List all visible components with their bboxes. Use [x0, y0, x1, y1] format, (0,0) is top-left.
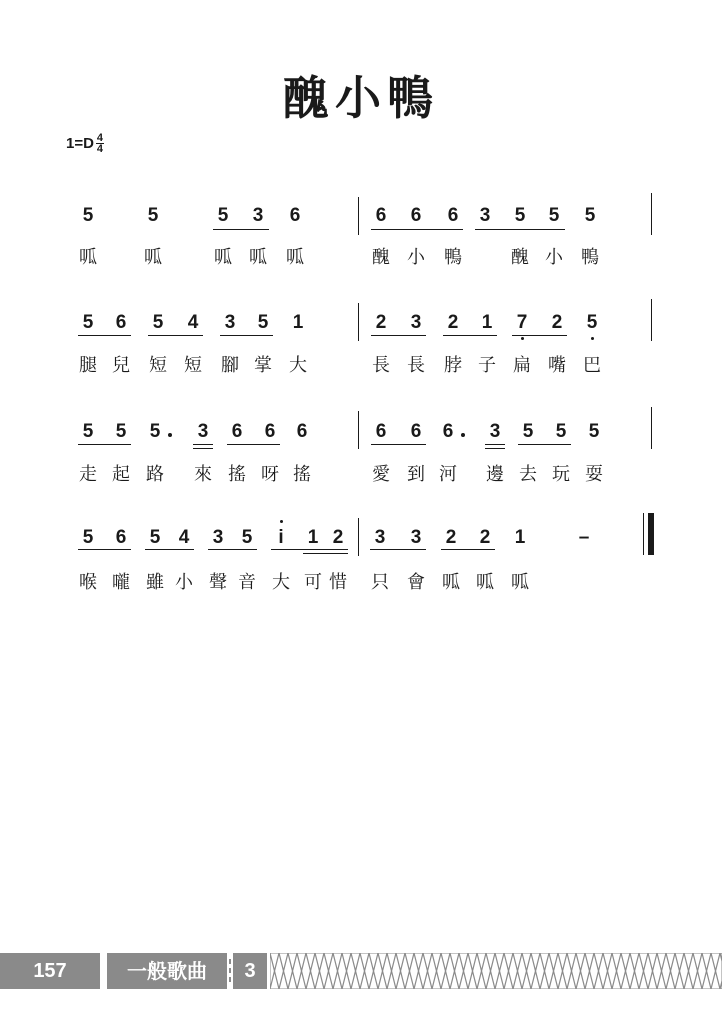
lyric: 音 — [238, 572, 256, 593]
lyric: 呱 — [511, 572, 529, 593]
note: 3 — [197, 421, 209, 442]
note: 6 — [447, 205, 459, 226]
note: 2 — [375, 312, 387, 333]
key-label: 1=D — [66, 135, 94, 152]
underline — [371, 335, 426, 336]
page-footer — [0, 953, 722, 989]
underline — [271, 549, 348, 550]
lyric: 巴 — [583, 355, 601, 376]
lyric: 大 — [272, 572, 290, 593]
note: 6 — [375, 205, 387, 226]
note: 6 — [410, 421, 422, 442]
underline — [303, 553, 348, 554]
lyric: 到 — [407, 464, 425, 485]
note: 4 — [178, 527, 190, 548]
note: 1 — [307, 527, 319, 548]
note: 5 — [149, 421, 161, 442]
note: 5 — [588, 421, 600, 442]
lyric: 大 — [289, 355, 307, 376]
category-label: 一般歌曲 — [107, 953, 227, 989]
lyric: 醜 — [372, 247, 390, 268]
note: 6 — [410, 205, 422, 226]
note: 3 — [252, 205, 264, 226]
note: 6 — [442, 421, 454, 442]
underline — [78, 444, 131, 445]
high-octave-dot — [280, 520, 283, 523]
note: 7 — [516, 312, 528, 333]
lyric: 小 — [407, 247, 425, 268]
lyric: 嘴 — [548, 355, 566, 376]
underline — [78, 549, 131, 550]
barline — [651, 407, 652, 449]
lyric: 嚨 — [112, 572, 130, 593]
underline — [145, 549, 194, 550]
lyric: 脖 — [444, 355, 462, 376]
note: 2 — [447, 312, 459, 333]
time-top: 4 — [96, 132, 103, 144]
note: 5 — [584, 205, 596, 226]
lyric: 來 — [194, 464, 212, 485]
underline — [193, 444, 213, 445]
note: 5 — [82, 312, 94, 333]
note: 5 — [555, 421, 567, 442]
note: 1 — [481, 312, 493, 333]
lyric: 短 — [149, 355, 167, 376]
lyric: 呱 — [79, 247, 97, 268]
note: 1 — [514, 527, 526, 548]
note: i — [278, 527, 284, 548]
underline — [371, 444, 426, 445]
song-title: 醜小鴨 — [283, 71, 439, 125]
underline — [518, 444, 571, 445]
augmentation-dot — [168, 433, 172, 437]
note: 5 — [147, 205, 159, 226]
note: 5 — [82, 527, 94, 548]
time-bottom: 4 — [96, 143, 103, 155]
underline — [148, 335, 203, 336]
lyric: 呱 — [476, 572, 494, 593]
underline — [485, 448, 505, 449]
note: 5 — [586, 312, 598, 333]
note: 6 — [296, 421, 308, 442]
low-octave-dot — [591, 337, 594, 340]
note: 3 — [224, 312, 236, 333]
augmentation-dot — [461, 433, 465, 437]
lyric: 掌 — [254, 355, 272, 376]
lyric: 去 — [519, 464, 537, 485]
lyric: 聲 — [209, 572, 227, 593]
lyric: 路 — [146, 464, 164, 485]
underline — [208, 549, 257, 550]
note: 5 — [217, 205, 229, 226]
lyric: 走 — [79, 464, 97, 485]
underline — [213, 229, 269, 230]
note: 5 — [82, 421, 94, 442]
note: 5 — [149, 527, 161, 548]
lyric: 鴨 — [581, 247, 599, 268]
note: 3 — [410, 527, 422, 548]
lyric: 河 — [439, 464, 457, 485]
note: 5 — [548, 205, 560, 226]
note: 6 — [115, 312, 127, 333]
lyric: 搖 — [228, 464, 246, 485]
lyric: 長 — [372, 355, 390, 376]
note: 1 — [292, 312, 304, 333]
lyric: 腿 — [79, 355, 97, 376]
note: 2 — [551, 312, 563, 333]
note: 3 — [410, 312, 422, 333]
lyric: 愛 — [372, 464, 390, 485]
note: 2 — [445, 527, 457, 548]
note: 5 — [241, 527, 253, 548]
barline — [651, 299, 652, 341]
barline — [358, 411, 359, 449]
underline — [441, 549, 495, 550]
note: 3 — [212, 527, 224, 548]
underline — [227, 444, 280, 445]
barline — [358, 518, 359, 556]
hatch-pattern — [270, 953, 722, 989]
lyric: 呱 — [286, 247, 304, 268]
note: 6 — [289, 205, 301, 226]
note: 6 — [375, 421, 387, 442]
lyric: 喉 — [79, 572, 97, 593]
note: 5 — [82, 205, 94, 226]
note: 2 — [332, 527, 344, 548]
low-octave-dot — [521, 337, 524, 340]
note: 3 — [374, 527, 386, 548]
underline — [371, 229, 463, 230]
note: 6 — [231, 421, 243, 442]
lyric: 醜 — [511, 247, 529, 268]
barline — [358, 303, 359, 341]
underline — [193, 448, 213, 449]
lyric: 呱 — [442, 572, 460, 593]
section-number: 3 — [233, 953, 267, 989]
lyric: 呀 — [261, 464, 279, 485]
note: 6 — [264, 421, 276, 442]
note: 3 — [479, 205, 491, 226]
note: 2 — [479, 527, 491, 548]
note: 6 — [115, 527, 127, 548]
lyric: 鴨 — [444, 247, 462, 268]
barline — [651, 193, 652, 235]
lyric: 耍 — [585, 464, 603, 485]
lyric: 可 — [304, 572, 322, 593]
underline — [220, 335, 273, 336]
lyric: 子 — [478, 355, 496, 376]
lyric: 起 — [112, 464, 130, 485]
lyric: 長 — [407, 355, 425, 376]
note-dash: – — [578, 527, 590, 548]
final-barline-thin — [643, 513, 644, 555]
underline — [485, 444, 505, 445]
lyric: 短 — [184, 355, 202, 376]
lyric: 惜 — [329, 572, 347, 593]
underline — [475, 229, 565, 230]
lyric: 雖 — [146, 572, 164, 593]
barline — [358, 197, 359, 235]
lyric: 小 — [175, 572, 193, 593]
lyric: 只 — [371, 572, 389, 593]
note: 4 — [187, 312, 199, 333]
lyric: 小 — [545, 247, 563, 268]
note: 5 — [152, 312, 164, 333]
lyric: 扁 — [513, 355, 531, 376]
lyric: 玩 — [552, 464, 570, 485]
underline — [443, 335, 497, 336]
lyric: 邊 — [486, 464, 504, 485]
underline — [78, 335, 131, 336]
lyric: 呱 — [214, 247, 232, 268]
lyric: 腳 — [221, 355, 239, 376]
underline — [370, 549, 426, 550]
note: 5 — [514, 205, 526, 226]
note: 3 — [489, 421, 501, 442]
lyric: 搖 — [293, 464, 311, 485]
note: 5 — [257, 312, 269, 333]
lyric: 兒 — [112, 355, 130, 376]
page-number: 157 — [0, 953, 100, 989]
note: 5 — [115, 421, 127, 442]
lyric: 呱 — [144, 247, 162, 268]
lyric: 呱 — [249, 247, 267, 268]
underline — [512, 335, 567, 336]
lyric: 會 — [407, 572, 425, 593]
final-barline-thick — [648, 513, 654, 555]
note: 5 — [522, 421, 534, 442]
